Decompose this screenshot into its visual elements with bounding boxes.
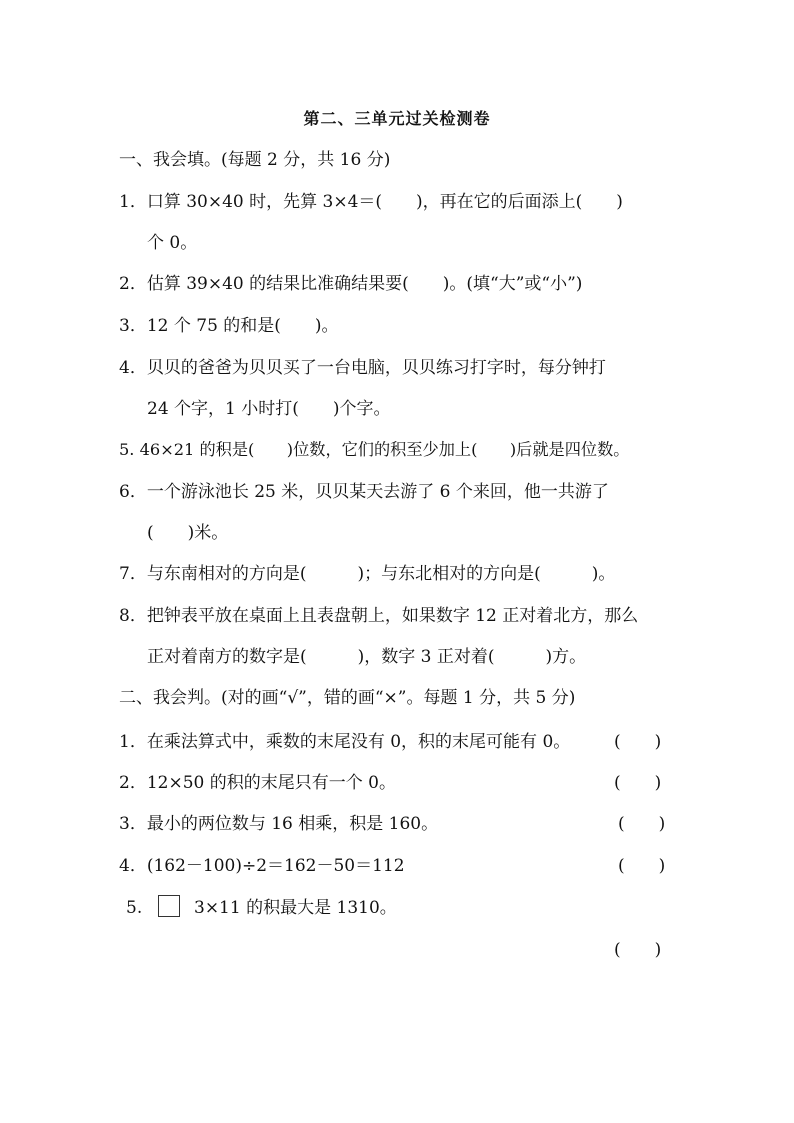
digit-box — [158, 895, 180, 917]
question-6-line-1: 6．一个游泳池长 25 米，贝贝某天去游了 6 个来回，他一共游了 — [119, 482, 609, 502]
question-8-line-2: 正对着南方的数字是( )，数字 3 正对着( )方。 — [147, 647, 587, 667]
section1-heading: 一、我会填。(每题 2 分，共 16 分) — [119, 150, 391, 170]
question-2: 2．估算 39×40 的结果比准确结果要( )。(填“大”或“小”) — [119, 274, 583, 294]
question-1-line-2: 个 0。 — [147, 233, 198, 253]
question-1-line-1: 1．口算 30×40 时，先算 3×4＝( )，再在它的后面添上( ) — [119, 192, 623, 212]
judge-question-1: 1．在乘法算式中，乘数的末尾没有 0，积的末尾可能有 0。 — [119, 732, 571, 752]
judge-question-2: 2．12×50 的积的末尾只有一个 0。 — [119, 773, 396, 793]
judge-question-5: 3×11 的积最大是 1310。 — [194, 898, 397, 918]
judge-question-5-number: 5. — [126, 898, 143, 918]
question-6-line-2: ( )米。 — [147, 523, 229, 543]
question-4-line-1: 4．贝贝的爸爸为贝贝买了一台电脑，贝贝练习打字时，每分钟打 — [119, 358, 606, 378]
answer-blank-3: ( ) — [618, 814, 666, 834]
judge-question-4: 4．(162－100)÷2＝162－50＝112 — [119, 856, 405, 876]
answer-blank-5: ( ) — [614, 940, 662, 960]
question-3: 3．12 个 75 的和是( )。 — [119, 316, 339, 336]
page-title: 第二、三单元过关检测卷 — [303, 109, 491, 128]
question-5: 5. 46×21 的积是( )位数，它们的积至少加上( )后就是四位数。 — [119, 440, 630, 459]
judge-question-3: 3．最小的两位数与 16 相乘，积是 160。 — [119, 814, 439, 834]
question-7: 7．与东南相对的方向是( )；与东北相对的方向是( )。 — [119, 564, 616, 584]
answer-blank-4: ( ) — [618, 856, 666, 876]
answer-blank-2: ( ) — [614, 773, 662, 793]
answer-blank-1: ( ) — [614, 732, 662, 752]
question-4-line-2: 24 个字，1 小时打( )个字。 — [147, 399, 391, 419]
section2-heading: 二、我会判。(对的画“√”，错的画“×”。每题 1 分，共 5 分) — [119, 688, 576, 708]
question-8-line-1: 8．把钟表平放在桌面上且表盘朝上，如果数字 12 正对着北方，那么 — [119, 606, 639, 626]
